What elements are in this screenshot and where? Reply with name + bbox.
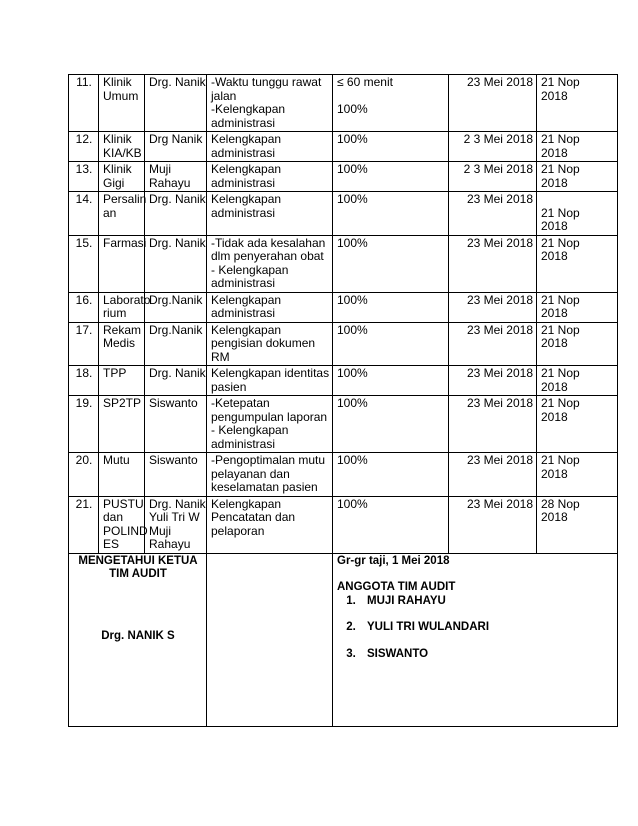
target-cell xyxy=(333,292,449,322)
audit-date-cell xyxy=(449,162,537,192)
follow-up-date-cell xyxy=(537,396,618,453)
follow-up-date-line: 2018 xyxy=(541,145,568,160)
target-cell xyxy=(333,132,449,162)
follow-up-date-line: 21 Nop xyxy=(541,75,580,89)
target-cell xyxy=(333,396,449,453)
responsible-cell xyxy=(145,162,207,192)
responsible-line: Drg. Nanik xyxy=(149,496,206,511)
target-line: 100% xyxy=(337,366,368,380)
unit-cell xyxy=(99,322,145,366)
row-number-cell: 20. xyxy=(69,453,99,497)
table-row xyxy=(69,75,618,132)
target-line: 100% xyxy=(337,496,368,511)
audit-table xyxy=(68,74,618,727)
follow-up-date-cell xyxy=(537,496,618,553)
unit-line: ES xyxy=(103,537,120,551)
table-row xyxy=(69,396,618,453)
indicator-line: Kelengkapan xyxy=(211,496,282,511)
audit-date-line: 23 Mei 2018 xyxy=(466,322,533,337)
row-number-cell: 21. xyxy=(69,496,99,553)
target-line xyxy=(337,90,445,104)
unit-line: Mutu xyxy=(103,453,130,467)
indicator-line: -Kelengkapan xyxy=(211,102,286,116)
unit-line: Medis xyxy=(103,336,136,350)
audit-date-cell xyxy=(449,192,537,236)
audit-date-line: 2 3 Mei 2018 xyxy=(463,162,533,176)
audit-date-cell xyxy=(449,496,537,553)
audit-date-cell xyxy=(449,366,537,396)
signature-row xyxy=(69,553,618,726)
unit-cell xyxy=(99,192,145,236)
follow-up-date-line: 2018 xyxy=(541,409,568,424)
responsible-line: Drg.Nanik xyxy=(149,322,203,337)
row-number-cell: 12. xyxy=(69,132,99,162)
indicator-cell xyxy=(207,162,333,192)
follow-up-date-line: 21 Nop xyxy=(541,366,580,380)
signature-member: 3. SISWANTO xyxy=(359,648,614,662)
follow-up-date-cell xyxy=(537,162,618,192)
row-number-cell: 19. xyxy=(69,396,99,453)
indicator-line: Kelengkapan xyxy=(211,192,282,206)
indicator-line: keselamatan pasien xyxy=(211,480,318,494)
signature-left-title-2: TIM AUDIT xyxy=(109,567,167,580)
indicator-line: jalan xyxy=(211,88,237,103)
table-row xyxy=(69,322,618,366)
follow-up-date-line: 21 Nop xyxy=(541,396,580,410)
target-cell xyxy=(333,192,449,236)
audit-date-line: 23 Mei 2018 xyxy=(466,75,533,89)
follow-up-date-line: 21 Nop xyxy=(541,453,580,467)
responsible-line: Drg Nanik xyxy=(149,132,203,146)
row-number-cell: 16. xyxy=(69,292,99,322)
indicator-line: administrasi xyxy=(211,175,276,190)
follow-up-date-line: 2018 xyxy=(541,379,568,394)
responsible-line: Drg.Nanik xyxy=(149,292,203,307)
responsible-line: Drg. Nanik xyxy=(149,235,206,250)
indicator-cell xyxy=(207,132,333,162)
audit-date-cell xyxy=(449,396,537,453)
indicator-cell xyxy=(207,192,333,236)
unit-cell xyxy=(99,132,145,162)
table-row xyxy=(69,132,618,162)
follow-up-date-cell xyxy=(537,292,618,322)
indicator-line: administrasi xyxy=(211,145,276,160)
follow-up-date-line: 2018 xyxy=(541,510,568,524)
indicator-line: pelaporan xyxy=(211,523,265,538)
target-line: 100% xyxy=(337,322,368,337)
target-cell xyxy=(333,162,449,192)
responsible-cell xyxy=(145,496,207,553)
unit-cell xyxy=(99,396,145,453)
responsible-line: Siswanto xyxy=(149,396,198,410)
unit-cell xyxy=(99,453,145,497)
unit-cell xyxy=(99,162,145,192)
table-row xyxy=(69,496,618,553)
target-cell xyxy=(333,322,449,366)
row-number-cell: 17. xyxy=(69,322,99,366)
indicator-line: administrasi xyxy=(211,306,276,320)
responsible-cell xyxy=(145,235,207,292)
indicator-line: Kelengkapan xyxy=(211,162,282,176)
signature-members-list xyxy=(337,595,614,662)
target-line: 100% xyxy=(337,453,368,467)
responsible-cell xyxy=(145,192,207,236)
target-cell xyxy=(333,496,449,553)
follow-up-date-line: 28 Nop xyxy=(541,496,580,511)
signature-middle-cell xyxy=(207,553,333,726)
follow-up-date-cell xyxy=(537,322,618,366)
follow-up-date-line: 2018 xyxy=(541,88,568,103)
audit-date-cell xyxy=(449,132,537,162)
unit-line: PUSTU xyxy=(103,496,144,511)
row-number-cell: 11. xyxy=(69,75,99,132)
table-row xyxy=(69,235,618,292)
audit-date-cell xyxy=(449,292,537,322)
responsible-line: Rahayu xyxy=(149,537,191,551)
unit-cell xyxy=(99,496,148,553)
indicator-cell xyxy=(207,75,333,132)
target-line: 100% xyxy=(337,162,368,176)
unit-cell xyxy=(99,75,145,132)
target-line: 100% xyxy=(337,192,368,206)
unit-line: SP2TP xyxy=(103,396,142,410)
follow-up-date-line: 2018 xyxy=(541,466,568,481)
indicator-line: RM xyxy=(211,349,230,364)
responsible-line: Siswanto xyxy=(149,453,198,467)
audit-table-body xyxy=(69,75,618,554)
signature-right xyxy=(333,553,618,726)
unit-line: Farmasi xyxy=(103,235,147,250)
unit-cell xyxy=(99,292,151,322)
audit-date-cell xyxy=(449,322,537,366)
signature-place-date: Gr-gr taji, 1 Mei 2018 xyxy=(337,554,450,567)
indicator-line: pasien xyxy=(211,379,247,394)
target-cell xyxy=(333,453,449,497)
follow-up-date-line: 2018 xyxy=(541,336,568,350)
table-row xyxy=(69,162,618,192)
audit-date-cell xyxy=(449,453,537,497)
indicator-line: Kelengkapan xyxy=(211,322,282,337)
signature-left xyxy=(69,553,207,726)
follow-up-date-line: 21 Nop xyxy=(541,132,580,146)
audit-date-line: 23 Mei 2018 xyxy=(466,453,533,467)
target-line: 100% xyxy=(337,132,368,146)
follow-up-date-line: 21 Nop xyxy=(541,162,580,176)
row-number-cell: 14. xyxy=(69,192,99,236)
indicator-line: Kelengkapan identitas xyxy=(211,366,330,380)
audit-date-cell xyxy=(449,235,537,292)
responsible-line: Yuli Tri W xyxy=(149,510,200,524)
indicator-line: administrasi xyxy=(211,205,276,220)
unit-line: rium xyxy=(103,306,127,320)
responsible-cell xyxy=(145,292,207,322)
indicator-line: pengumpulan laporan xyxy=(211,409,328,424)
indicator-line: Pencatatan dan xyxy=(211,510,296,524)
follow-up-date-line: 2018 xyxy=(541,249,568,263)
target-line: 100% xyxy=(337,292,368,307)
indicator-cell xyxy=(207,322,333,366)
unit-cell xyxy=(99,235,145,292)
row-number-cell: 13. xyxy=(69,162,99,192)
unit-line: an xyxy=(103,205,117,220)
indicator-cell xyxy=(207,235,333,292)
follow-up-date-line: 21 Nop xyxy=(541,235,580,250)
follow-up-date-cell xyxy=(537,192,618,236)
responsible-line: Muji xyxy=(149,523,172,538)
responsible-line: Rahayu xyxy=(149,175,191,190)
unit-line: Umum xyxy=(103,88,139,103)
indicator-cell xyxy=(207,496,333,553)
audit-date-line: 23 Mei 2018 xyxy=(466,292,533,307)
indicator-line: -Pengoptimalan mutu xyxy=(211,453,326,467)
indicator-cell xyxy=(207,366,333,396)
target-line: 100% xyxy=(337,235,368,250)
indicator-cell xyxy=(207,396,333,453)
indicator-line: pengisian dokumen xyxy=(211,336,316,350)
target-line: ≤ 60 menit xyxy=(337,75,393,89)
audit-date-line: 23 Mei 2018 xyxy=(466,366,533,380)
indicator-line: administrasi xyxy=(211,276,276,290)
table-row xyxy=(69,292,618,322)
follow-up-date-line: 21 Nop xyxy=(541,292,580,307)
indicator-line: -Tidak ada kesalahan xyxy=(211,235,326,250)
row-number-cell: 15. xyxy=(69,235,99,292)
indicator-line: dlm penyerahan obat xyxy=(211,249,324,263)
table-row xyxy=(69,192,618,236)
table-row xyxy=(69,366,618,396)
indicator-line: administrasi xyxy=(211,436,276,451)
unit-line: KIA/KB xyxy=(103,145,142,160)
indicator-line: -Ketepatan xyxy=(211,396,270,410)
audit-date-line: 23 Mei 2018 xyxy=(466,496,533,511)
unit-line: Persalin xyxy=(103,192,147,206)
unit-line: Laborato xyxy=(103,292,151,307)
responsible-cell xyxy=(145,366,207,396)
responsible-cell xyxy=(145,396,207,453)
responsible-cell xyxy=(145,132,207,162)
audit-date-line: 23 Mei 2018 xyxy=(466,235,533,250)
audit-date-cell xyxy=(449,75,537,132)
indicator-line: Kelengkapan xyxy=(211,132,282,146)
audit-date-line: 23 Mei 2018 xyxy=(466,192,533,206)
table-row xyxy=(69,453,618,497)
responsible-line: Drg. Nanik xyxy=(149,192,206,206)
responsible-line: Muji xyxy=(149,162,172,176)
responsible-cell xyxy=(145,75,207,132)
indicator-line: administrasi xyxy=(211,115,276,130)
target-cell xyxy=(333,235,449,292)
unit-line: dan xyxy=(103,510,124,524)
indicator-cell xyxy=(207,292,333,322)
signature-left-name: Drg. NANIK S xyxy=(101,629,175,642)
responsible-cell xyxy=(145,322,207,366)
responsible-line: Drg. Nanik xyxy=(149,75,206,89)
indicator-line: pelayanan dan xyxy=(211,466,290,481)
indicator-cell xyxy=(207,453,333,497)
signature-member: 2. YULI TRI WULANDARI xyxy=(359,621,614,635)
unit-line: Gigi xyxy=(103,175,125,190)
indicator-line: -Waktu tunggu rawat xyxy=(211,75,322,89)
signature-member: 1. MUJI RAHAYU xyxy=(359,595,614,609)
follow-up-date-line: 21 Nop xyxy=(541,205,580,220)
follow-up-date-line: 21 Nop xyxy=(541,322,580,337)
follow-up-date-cell xyxy=(537,453,618,497)
follow-up-date-cell xyxy=(537,75,618,132)
follow-up-date-cell xyxy=(537,132,618,162)
target-line: 100% xyxy=(337,396,368,410)
unit-line: Klinik xyxy=(103,75,132,89)
indicator-line: - Kelengkapan xyxy=(211,262,289,277)
target-line: 100% xyxy=(337,102,368,116)
signature-members-title: ANGGOTA TIM AUDIT xyxy=(337,581,456,593)
target-cell xyxy=(333,75,449,132)
unit-line: Klinik xyxy=(103,132,132,146)
unit-line: Klinik xyxy=(103,162,132,176)
responsible-cell xyxy=(145,453,207,497)
follow-up-date-cell xyxy=(537,366,618,396)
audit-date-line: 23 Mei 2018 xyxy=(466,396,533,410)
unit-cell xyxy=(99,366,145,396)
follow-up-date-line xyxy=(541,193,614,207)
audit-date-line: 2 3 Mei 2018 xyxy=(463,132,533,146)
unit-line: Rekam xyxy=(103,322,142,337)
row-number-cell: 18. xyxy=(69,366,99,396)
unit-line: TPP xyxy=(103,366,127,380)
follow-up-date-line: 2018 xyxy=(541,219,568,233)
responsible-line: Drg. Nanik xyxy=(149,366,206,380)
indicator-line: Kelengkapan xyxy=(211,292,282,307)
target-cell xyxy=(333,366,449,396)
follow-up-date-cell xyxy=(537,235,618,292)
follow-up-date-line: 2018 xyxy=(541,175,568,190)
indicator-line: - Kelengkapan xyxy=(211,423,289,437)
unit-line: POLIND xyxy=(103,523,148,538)
signature-left-title-1: MENGETAHUI KETUA xyxy=(78,554,198,567)
follow-up-date-line: 2018 xyxy=(541,306,568,320)
